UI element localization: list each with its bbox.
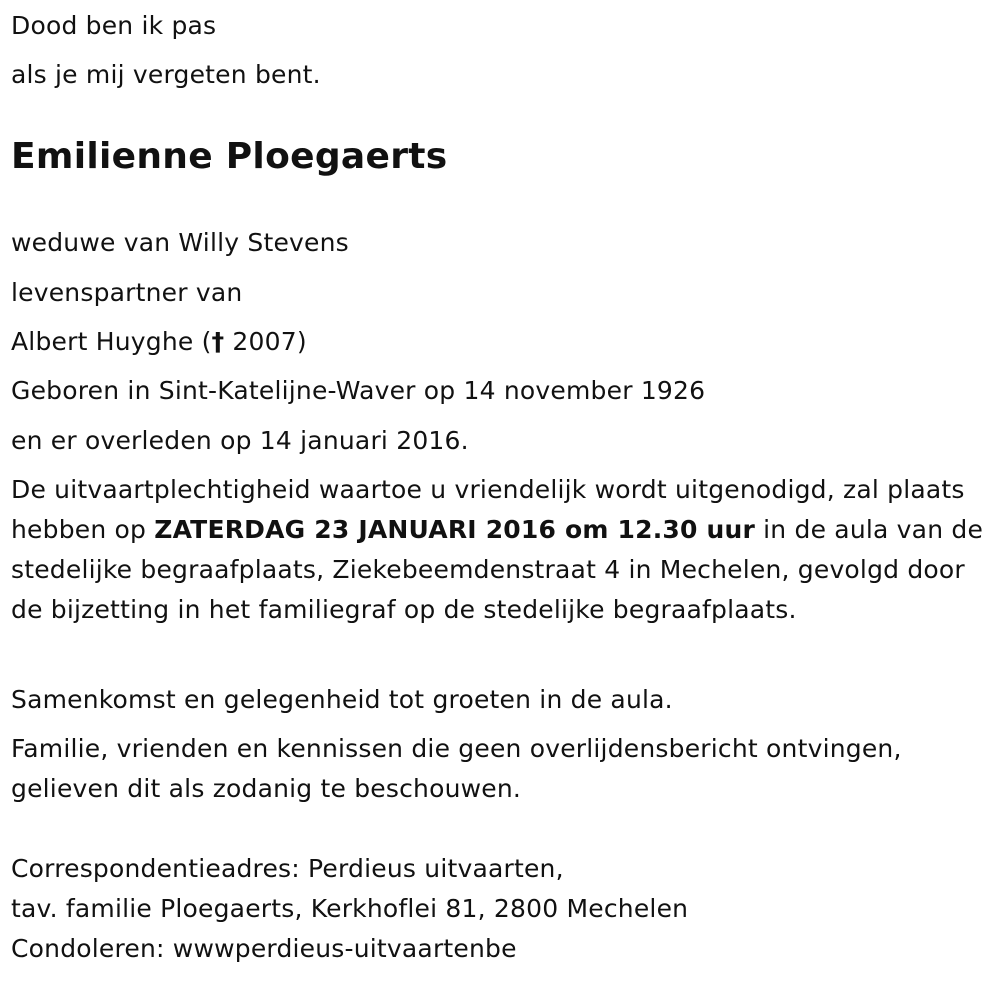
partner-name: Albert Huyghe ( bbox=[11, 327, 212, 356]
motto-line-1: Dood ben ik pas bbox=[11, 11, 217, 40]
birth-line: Geboren in Sint-Katelijne-Waver op 14 november 1926 bbox=[11, 376, 706, 405]
death-line: en er overleden op 14 januari 2016. bbox=[11, 426, 469, 455]
notice-paragraph: Familie, vrienden en kennissen die geen overlijdensbericht ontvingen, gelieven dit als zodanig te beschouwen. bbox=[11, 734, 902, 803]
condolence-line: Condoleren: wwwperdieus-uitvaartenbe bbox=[11, 934, 517, 963]
correspondence-line-1: Correspondentieadres: Perdieus uitvaarten, bbox=[11, 854, 564, 883]
ceremony-intro: De uitvaartplechtigheid waartoe u vriendelijk wordt uitgenodigd, zal plaats hebben op bbox=[11, 475, 965, 544]
ceremony-paragraph bbox=[11, 470, 986, 630]
partner-name-line bbox=[11, 327, 307, 357]
gathering-line: Samenkomst en gelegenheid tot groeten in de aula. bbox=[11, 685, 673, 714]
motto-line-2: als je mij vergeten bent. bbox=[11, 60, 321, 89]
partner-label-line: levenspartner van bbox=[11, 278, 243, 307]
ceremony-date-time: ZATERDAG 23 JANUARI 2016 om 12.30 uur bbox=[154, 515, 756, 544]
ceremony-location: in de aula van de stedelijke begraafplaats, Ziekebeemdenstraat 4 in Mechelen, gevolgd door de bijzetting in het familiegraf op de stedelijke begraafplaats. bbox=[11, 515, 984, 624]
correspondence-line-2: tav. familie Ploegaerts, Kerkhoflei 81, 2800 Mechelen bbox=[11, 894, 689, 923]
partner-death-year: 2007) bbox=[224, 327, 307, 356]
cross-icon: † bbox=[211, 327, 225, 356]
deceased-name: Emilienne Ploegaerts bbox=[11, 136, 448, 177]
widow-of-line: weduwe van Willy Stevens bbox=[11, 228, 349, 257]
